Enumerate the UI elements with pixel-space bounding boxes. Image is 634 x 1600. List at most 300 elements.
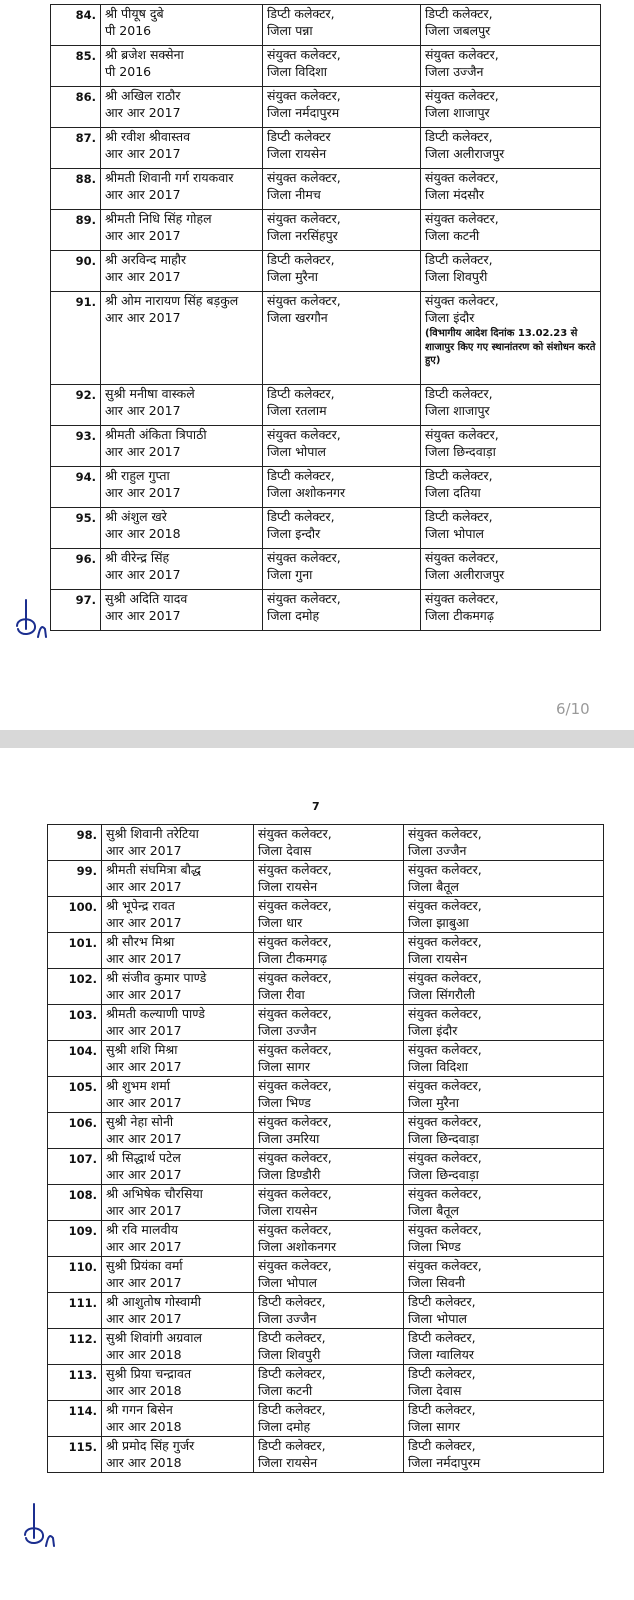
new-posting-cell — [421, 5, 601, 46]
new-post: डिप्टी कलेक्टर, — [408, 1330, 476, 1345]
current-post: डिप्टी कलेक्टर, — [258, 1330, 326, 1345]
new-district: जिला भिण्ड — [408, 1238, 461, 1254]
officer-name: सुश्री शिवांगी अग्रवाल — [106, 1330, 202, 1345]
current-post: संयुक्त कलेक्टर, — [258, 1042, 332, 1057]
officer-cell — [102, 1437, 254, 1473]
current-post: डिप्टी कलेक्टर — [267, 129, 331, 144]
table-row — [51, 5, 601, 46]
officer-name: सुश्री प्रिया चन्द्रावत — [106, 1366, 192, 1381]
current-post: डिप्टी कलेक्टर, — [258, 1402, 326, 1417]
current-district: जिला उज्जैन — [258, 1310, 317, 1326]
serial-number: 108. — [48, 1185, 102, 1221]
table-row — [51, 590, 601, 631]
officer-name: सुश्री शिवानी तरेटिया — [106, 826, 199, 841]
new-post: संयुक्त कलेक्टर, — [425, 293, 499, 308]
officer-batch: आर आर 2017 — [106, 1238, 182, 1254]
officer-cell — [102, 1329, 254, 1365]
officer-batch: पी 2016 — [105, 63, 152, 79]
officer-cell — [102, 1401, 254, 1437]
new-district: जिला छिन्दवाड़ा — [408, 1166, 479, 1182]
current-posting-cell — [263, 426, 421, 467]
current-district: जिला उज्जैन — [258, 1022, 317, 1038]
officer-cell — [101, 508, 263, 549]
officer-batch: आर आर 2017 — [106, 1310, 182, 1326]
table-row — [48, 1257, 604, 1293]
new-district: जिला ग्वालियर — [408, 1346, 474, 1362]
officer-cell — [102, 1365, 254, 1401]
current-district: जिला धार — [258, 914, 303, 930]
table-row — [48, 861, 604, 897]
new-post: संयुक्त कलेक्टर, — [425, 591, 499, 606]
serial-number: 105. — [48, 1077, 102, 1113]
officer-name: सुश्री अदिति यादव — [105, 591, 188, 606]
officer-batch: आर आर 2018 — [106, 1418, 182, 1434]
officer-batch: आर आर 2017 — [105, 268, 181, 284]
new-district: जिला सागर — [408, 1418, 461, 1434]
table-row — [48, 1185, 604, 1221]
table-row — [51, 251, 601, 292]
current-district: जिला रायसेन — [258, 878, 318, 894]
officer-cell — [101, 46, 263, 87]
new-post: डिप्टी कलेक्टर, — [425, 129, 493, 144]
new-post: संयुक्त कलेक्टर, — [408, 862, 482, 877]
current-post: डिप्टी कलेक्टर, — [258, 1294, 326, 1309]
new-posting-cell — [421, 46, 601, 87]
new-post: संयुक्त कलेक्टर, — [408, 1042, 482, 1057]
new-post: संयुक्त कलेक्टर, — [408, 1258, 482, 1273]
officer-cell — [102, 1113, 254, 1149]
officer-name: श्री सौरभ मिश्रा — [106, 934, 175, 949]
officer-batch: आर आर 2017 — [105, 402, 181, 418]
current-post: डिप्टी कलेक्टर, — [267, 509, 335, 524]
table-row — [51, 46, 601, 87]
current-posting-cell — [263, 128, 421, 169]
table-row — [48, 1041, 604, 1077]
officer-name: सुश्री प्रियंका वर्मा — [106, 1258, 183, 1273]
serial-number: 107. — [48, 1149, 102, 1185]
new-post: संयुक्त कलेक्टर, — [408, 1222, 482, 1237]
officer-batch: आर आर 2018 — [106, 1382, 182, 1398]
current-posting-cell — [263, 46, 421, 87]
current-post: संयुक्त कलेक्टर, — [267, 211, 341, 226]
current-posting-cell — [254, 1041, 404, 1077]
serial-number: 99. — [48, 861, 102, 897]
new-district: जिला भोपाल — [408, 1310, 468, 1326]
new-post: संयुक्त कलेक्टर, — [408, 898, 482, 913]
new-posting-cell — [404, 969, 604, 1005]
page-number: 7 — [312, 800, 320, 813]
current-district: जिला नरसिंहपुर — [267, 227, 338, 243]
new-district: जिला अलीराजपुर — [425, 566, 505, 582]
current-posting-cell — [263, 549, 421, 590]
new-district: जिला बैतूल — [408, 878, 459, 894]
officer-name: श्री राहुल गुप्ता — [105, 468, 170, 483]
officer-batch: आर आर 2017 — [105, 104, 181, 120]
new-district: जिला विदिशा — [408, 1058, 468, 1074]
officer-cell — [102, 897, 254, 933]
table-row — [51, 87, 601, 128]
current-district: जिला शिवपुरी — [258, 1346, 321, 1362]
officer-cell — [101, 426, 263, 467]
new-posting-cell — [421, 87, 601, 128]
new-post: डिप्टी कलेक्टर, — [408, 1402, 476, 1417]
new-posting-cell — [421, 590, 601, 631]
new-post: संयुक्त कलेक्टर, — [425, 427, 499, 442]
current-post: संयुक्त कलेक्टर, — [267, 170, 341, 185]
current-posting-cell — [254, 1185, 404, 1221]
current-post: संयुक्त कलेक्टर, — [258, 1114, 332, 1129]
new-district: जिला शाजापुर — [425, 104, 490, 120]
current-posting-cell — [254, 1113, 404, 1149]
officer-cell — [101, 87, 263, 128]
current-posting-cell — [263, 210, 421, 251]
current-posting-cell — [263, 292, 421, 385]
officer-cell — [102, 1257, 254, 1293]
new-posting-cell — [404, 933, 604, 969]
current-district: जिला भोपाल — [267, 443, 327, 459]
current-posting-cell — [263, 467, 421, 508]
current-posting-cell — [254, 1329, 404, 1365]
new-post: डिप्टी कलेक्टर, — [425, 6, 493, 21]
officer-batch: आर आर 2017 — [105, 186, 181, 202]
new-district: जिला इंदौर — [408, 1022, 458, 1038]
current-post: डिप्टी कलेक्टर, — [267, 468, 335, 483]
officer-name: श्री सिद्धार्थ पटेल — [106, 1150, 181, 1165]
new-post: डिप्टी कलेक्टर, — [425, 468, 493, 483]
current-post: संयुक्त कलेक्टर, — [267, 550, 341, 565]
current-posting-cell — [254, 1149, 404, 1185]
officer-name: श्री रवीश श्रीवास्तव — [105, 129, 191, 144]
new-posting-cell — [421, 385, 601, 426]
new-district: जिला छिन्दवाड़ा — [408, 1130, 479, 1146]
current-post: संयुक्त कलेक्टर, — [267, 47, 341, 62]
serial-number: 111. — [48, 1293, 102, 1329]
current-posting-cell — [254, 933, 404, 969]
current-post: संयुक्त कलेक्टर, — [258, 934, 332, 949]
new-district: जिला मुरैना — [408, 1094, 459, 1110]
serial-number: 102. — [48, 969, 102, 1005]
officer-cell — [101, 251, 263, 292]
new-posting-cell — [404, 861, 604, 897]
officer-batch: आर आर 2018 — [106, 1454, 182, 1470]
new-posting-cell — [421, 426, 601, 467]
serial-number: 85. — [51, 46, 101, 87]
new-district: जिला झाबुआ — [408, 914, 469, 930]
transfer-table-page-7 — [47, 824, 604, 1473]
serial-number: 110. — [48, 1257, 102, 1293]
new-post: डिप्टी कलेक्टर, — [425, 509, 493, 524]
table-row — [48, 1401, 604, 1437]
officer-cell — [101, 128, 263, 169]
officer-name: श्री ब्रजेश सक्सेना — [105, 47, 184, 62]
document-page-6 — [0, 0, 634, 730]
officer-batch: आर आर 2017 — [106, 1130, 182, 1146]
transfer-table-page-6 — [50, 4, 601, 631]
new-posting-cell — [404, 1257, 604, 1293]
table-row — [51, 385, 601, 426]
table-row — [51, 549, 601, 590]
table-row — [48, 1149, 604, 1185]
new-post: संयुक्त कलेक्टर, — [425, 211, 499, 226]
current-post: संयुक्त कलेक्टर, — [258, 1258, 332, 1273]
current-district: जिला भोपाल — [258, 1274, 318, 1290]
current-post: संयुक्त कलेक्टर, — [258, 1006, 332, 1021]
current-posting-cell — [254, 969, 404, 1005]
current-posting-cell — [263, 251, 421, 292]
new-posting-cell — [404, 1041, 604, 1077]
current-post: संयुक्त कलेक्टर, — [258, 970, 332, 985]
officer-batch: आर आर 2017 — [106, 1022, 182, 1038]
new-district: जिला कटनी — [425, 227, 480, 243]
handwritten-initial-signature — [14, 595, 54, 641]
order-note: (विभागीय आदेश दिनांक 13.02.23 से शाजापुर किए गए स्थानांतरण को संशोधन करते हुए) — [425, 328, 596, 366]
officer-cell — [102, 933, 254, 969]
current-post: संयुक्त कलेक्टर, — [267, 88, 341, 103]
current-posting-cell — [254, 825, 404, 861]
current-posting-cell — [254, 1077, 404, 1113]
officer-name: श्रीमती कल्याणी पाण्डे — [106, 1006, 205, 1021]
new-district: जिला जबलपुर — [425, 22, 491, 38]
officer-cell — [102, 825, 254, 861]
current-district: जिला नर्मदापुरम — [267, 104, 340, 120]
officer-cell — [102, 1221, 254, 1257]
officer-batch: आर आर 2017 — [106, 1166, 182, 1182]
current-posting-cell — [254, 897, 404, 933]
officer-name: श्री गगन बिसेन — [106, 1402, 173, 1417]
table-row — [48, 1221, 604, 1257]
officer-batch: आर आर 2017 — [106, 1058, 182, 1074]
officer-batch: आर आर 2017 — [106, 842, 182, 858]
current-posting-cell — [263, 169, 421, 210]
current-district: जिला डिण्डौरी — [258, 1166, 321, 1182]
serial-number: 114. — [48, 1401, 102, 1437]
officer-name: श्री रवि मालवीय — [106, 1222, 178, 1237]
current-post: डिप्टी कलेक्टर, — [267, 252, 335, 267]
new-district: जिला टीकमगढ़ — [425, 607, 494, 623]
table-row — [48, 1365, 604, 1401]
serial-number: 93. — [51, 426, 101, 467]
new-posting-cell — [404, 897, 604, 933]
officer-name: श्रीमती संघमित्रा बौद्ध — [106, 862, 201, 877]
serial-number: 100. — [48, 897, 102, 933]
current-district: जिला विदिशा — [267, 63, 327, 79]
current-post: संयुक्त कलेक्टर, — [258, 1150, 332, 1165]
officer-name: श्री वीरेन्द्र सिंह — [105, 550, 170, 565]
officer-name: श्री अखिल राठौर — [105, 88, 181, 103]
officer-cell — [102, 861, 254, 897]
current-district: जिला अशोकनगर — [267, 484, 346, 500]
current-district: जिला रायसेन — [267, 145, 327, 161]
officer-cell — [102, 1041, 254, 1077]
new-post: संयुक्त कलेक्टर, — [408, 970, 482, 985]
current-district: जिला इन्दौर — [267, 525, 321, 541]
officer-name: सुश्री मनीषा वास्कले — [105, 386, 195, 401]
current-post: संयुक्त कलेक्टर, — [258, 898, 332, 913]
new-district: जिला सिवनी — [408, 1274, 466, 1290]
new-post: संयुक्त कलेक्टर, — [408, 1078, 482, 1093]
officer-cell — [101, 292, 263, 385]
table-row — [51, 210, 601, 251]
new-post: संयुक्त कलेक्टर, — [408, 1006, 482, 1021]
new-posting-cell — [404, 1113, 604, 1149]
officer-batch: आर आर 2017 — [106, 1202, 182, 1218]
serial-number: 89. — [51, 210, 101, 251]
new-posting-cell — [404, 1293, 604, 1329]
new-district: जिला भोपाल — [425, 525, 485, 541]
officer-cell — [102, 969, 254, 1005]
table-row — [48, 1293, 604, 1329]
officer-name: श्रीमती शिवानी गर्ग रायकवार — [105, 170, 234, 185]
table-row — [48, 825, 604, 861]
current-post: संयुक्त कलेक्टर, — [258, 862, 332, 877]
serial-number: 112. — [48, 1329, 102, 1365]
officer-batch: आर आर 2018 — [106, 1346, 182, 1362]
current-posting-cell — [263, 508, 421, 549]
new-post: डिप्टी कलेक्टर, — [408, 1438, 476, 1453]
new-posting-cell — [421, 210, 601, 251]
new-district: जिला नर्मदापुरम — [408, 1454, 481, 1470]
table-row — [51, 467, 601, 508]
officer-name: श्री शुभम शर्मा — [106, 1078, 171, 1093]
current-district: जिला देवास — [258, 842, 312, 858]
officer-name: श्री भूपेन्द्र रावत — [106, 898, 175, 913]
officer-cell — [102, 1005, 254, 1041]
new-posting-cell — [421, 251, 601, 292]
new-posting-cell — [404, 1221, 604, 1257]
officer-batch: आर आर 2017 — [105, 309, 181, 325]
current-district: जिला रायसेन — [258, 1202, 318, 1218]
current-posting-cell — [254, 1401, 404, 1437]
current-post: संयुक्त कलेक्टर, — [258, 1078, 332, 1093]
serial-number: 106. — [48, 1113, 102, 1149]
viewer-page-indicator: 6/10 — [556, 700, 590, 718]
serial-number: 86. — [51, 87, 101, 128]
current-post: संयुक्त कलेक्टर, — [258, 1186, 332, 1201]
serial-number: 113. — [48, 1365, 102, 1401]
table-row — [51, 128, 601, 169]
officer-name: श्री पीयूष दुबे — [105, 6, 164, 21]
officer-cell — [101, 590, 263, 631]
current-post: डिप्टी कलेक्टर, — [267, 386, 335, 401]
new-posting-cell — [404, 1437, 604, 1473]
officer-name: सुश्री नेहा सोनी — [106, 1114, 174, 1129]
officer-cell — [101, 549, 263, 590]
new-posting-cell — [421, 169, 601, 210]
current-posting-cell — [263, 385, 421, 426]
current-district: जिला दमोह — [267, 607, 320, 623]
new-posting-cell — [421, 549, 601, 590]
current-district: जिला अशोकनगर — [258, 1238, 337, 1254]
new-post: संयुक्त कलेक्टर, — [425, 88, 499, 103]
officer-batch: आर आर 2018 — [105, 525, 181, 541]
officer-batch: आर आर 2017 — [105, 227, 181, 243]
officer-cell — [101, 467, 263, 508]
current-district: जिला सागर — [258, 1058, 311, 1074]
serial-number: 104. — [48, 1041, 102, 1077]
officer-batch: आर आर 2017 — [106, 914, 182, 930]
officer-name: सुश्री शशि मिश्रा — [106, 1042, 178, 1057]
new-posting-cell — [421, 467, 601, 508]
new-district: जिला शिवपुरी — [425, 268, 488, 284]
serial-number: 91. — [51, 292, 101, 385]
officer-cell — [102, 1185, 254, 1221]
new-posting-cell — [404, 825, 604, 861]
current-post: संयुक्त कलेक्टर, — [258, 1222, 332, 1237]
officer-cell — [101, 5, 263, 46]
serial-number: 103. — [48, 1005, 102, 1041]
serial-number: 88. — [51, 169, 101, 210]
current-district: जिला टीकमगढ़ — [258, 950, 327, 966]
new-post: संयुक्त कलेक्टर, — [408, 1150, 482, 1165]
table-row — [48, 1077, 604, 1113]
officer-cell — [102, 1293, 254, 1329]
serial-number: 95. — [51, 508, 101, 549]
officer-batch: आर आर 2017 — [105, 607, 181, 623]
current-district: जिला गुना — [267, 566, 313, 582]
current-district: जिला उमरिया — [258, 1130, 320, 1146]
handwritten-initial-signature-2 — [22, 1500, 62, 1550]
officer-name: श्री अंशुल खरे — [105, 509, 167, 524]
current-district: जिला रीवा — [258, 986, 305, 1002]
new-district: जिला शाजापुर — [425, 402, 490, 418]
new-post: संयुक्त कलेक्टर, — [408, 1186, 482, 1201]
current-district: जिला दमोह — [258, 1418, 311, 1434]
new-district: जिला बैतूल — [408, 1202, 459, 1218]
new-post: संयुक्त कलेक्टर, — [425, 170, 499, 185]
current-post: संयुक्त कलेक्टर, — [267, 591, 341, 606]
current-post: डिप्टी कलेक्टर, — [267, 6, 335, 21]
table-row — [48, 1005, 604, 1041]
officer-batch: आर आर 2017 — [106, 1274, 182, 1290]
new-post: संयुक्त कलेक्टर, — [408, 1114, 482, 1129]
serial-number: 90. — [51, 251, 101, 292]
table-row — [48, 897, 604, 933]
officer-batch: पी 2016 — [105, 22, 152, 38]
officer-name: श्रीमती अंकिता त्रिपाठी — [105, 427, 207, 442]
table-row — [48, 1329, 604, 1365]
officer-batch: आर आर 2017 — [105, 443, 181, 459]
new-posting-cell — [404, 1329, 604, 1365]
new-posting-cell — [404, 1185, 604, 1221]
current-post: डिप्टी कलेक्टर, — [258, 1438, 326, 1453]
table-row — [48, 1437, 604, 1473]
current-post: डिप्टी कलेक्टर, — [258, 1366, 326, 1381]
new-district: जिला मंदसौर — [425, 186, 485, 202]
current-district: जिला खरगौन — [267, 309, 328, 325]
new-post: संयुक्त कलेक्टर, — [408, 826, 482, 841]
new-district: जिला उज्जैन — [425, 63, 484, 79]
serial-number: 97. — [51, 590, 101, 631]
table-row — [48, 1113, 604, 1149]
new-post: संयुक्त कलेक्टर, — [425, 47, 499, 62]
new-district: जिला छिन्दवाड़ा — [425, 443, 496, 459]
current-posting-cell — [254, 1365, 404, 1401]
current-posting-cell — [254, 1437, 404, 1473]
new-posting-cell — [404, 1005, 604, 1041]
officer-batch: आर आर 2017 — [106, 950, 182, 966]
current-district: जिला पन्ना — [267, 22, 313, 38]
officer-name: श्रीमती निधि सिंह गोहल — [105, 211, 212, 226]
current-district: जिला नीमच — [267, 186, 321, 202]
new-district: जिला रायसेन — [408, 950, 468, 966]
current-posting-cell — [254, 1221, 404, 1257]
current-posting-cell — [263, 87, 421, 128]
officer-batch: आर आर 2017 — [105, 484, 181, 500]
new-posting-cell — [404, 1149, 604, 1185]
table-row — [51, 169, 601, 210]
serial-number: 96. — [51, 549, 101, 590]
new-post: डिप्टी कलेक्टर, — [425, 252, 493, 267]
